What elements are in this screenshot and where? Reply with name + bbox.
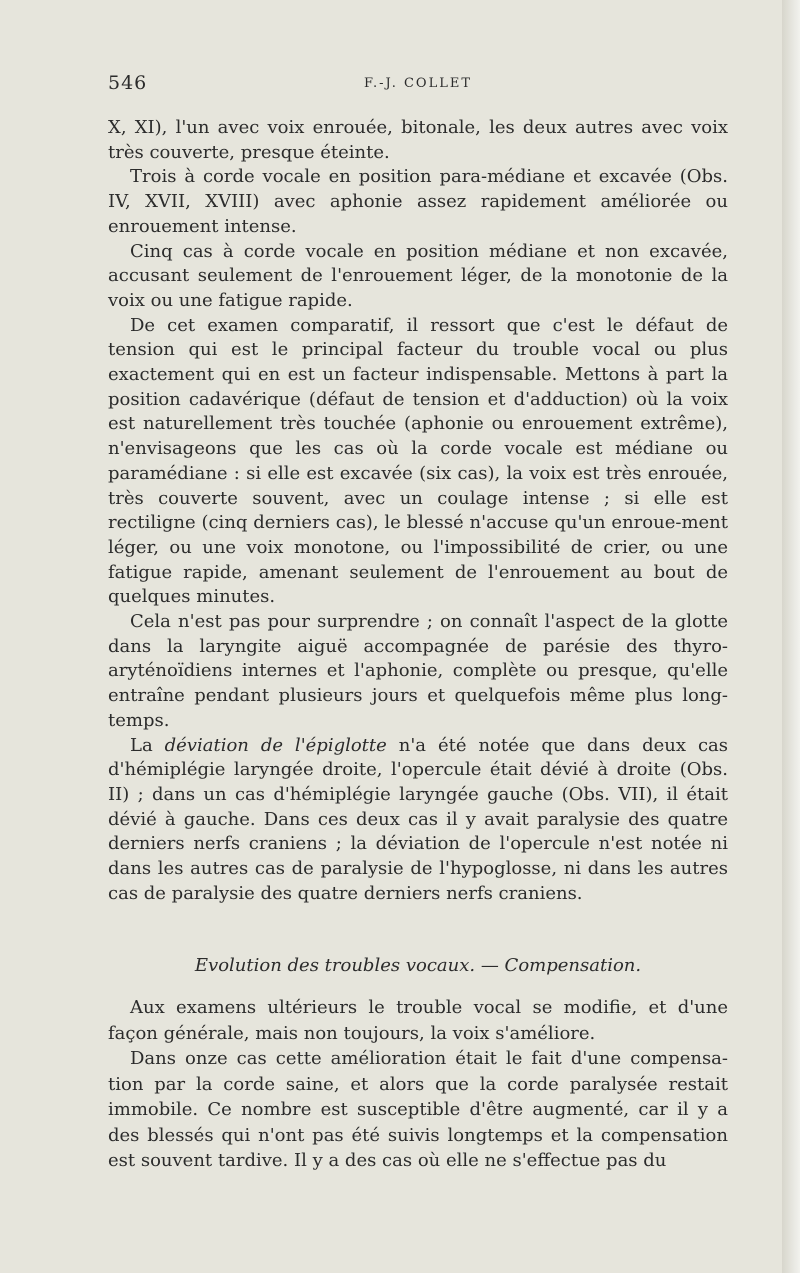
paragraph: Trois à corde vocale en position para-médiane et excavée (Obs. IV, XVII, XVIII) avec aphonie assez rapidement améliorée ou enrouement intense. — [108, 166, 728, 237]
italic-term: déviation de l'épiglotte — [164, 734, 387, 756]
paragraph: De cet examen comparatif, il ressort que c'est le défaut de tension qui est le principal facteur du trouble vocal ou plus exactement qui en est un facteur indispensable. Mettons à part la position cadavérique (défaut de tension et d'adduction) où la voix est naturellement très touchée (aphonie ou enrouement extrême), n'envisageons que les cas où la corde vocale est médiane ou paramédiane : si elle est excavée (six cas), la voix est très enrouée, très couverte souvent, avec un coulage intense ; si elle est rectiligne (cinq derniers cas), le blessé n'accuse qu'un enroue-ment léger, ou une voix monotone, ou l'impossibilité de crier, ou une fatigue rapide, amenant seulement de l'enrouement au bout de quelques minutes. — [108, 314, 728, 608]
paragraph-lead: La — [130, 734, 165, 756]
body-text-continued — [108, 995, 728, 1174]
paragraph: Aux examens ultérieurs le trouble vocal se modifie, et d'une façon générale, mais non toujours, la voix s'améliore. — [108, 997, 728, 1044]
paragraph: X, XI), l'un avec voix enrouée, bitonale, les deux autres avec voix très couverte, presque éteinte. — [108, 117, 728, 163]
paragraph: Cinq cas à corde vocale en position médiane et non excavée, accusant seulement de l'enrouement léger, de la monotonie de la voix ou une fatigue rapide. — [108, 240, 728, 311]
page-edge — [782, 0, 800, 1273]
page-header — [108, 72, 728, 102]
paragraph: Dans onze cas cette amélioration était le fait d'une compensa-tion par la corde saine, et alors que la corde paralysée restait immobile. Ce nombre est susceptible d'être augmenté, car il y a des blessés qui n'ont pas été suivis longtemps et la compensation est souvent tardive. Il y a des cas où elle ne s'effectue pas du — [108, 1048, 728, 1171]
page-number: 546 — [108, 72, 148, 94]
running-head: F.-J. COLLET — [363, 76, 473, 91]
paragraph-rest: n'a été notée que dans deux cas d'hémiplégie laryngée droite, l'opercule était dévié à droite (Obs. II) ; dans un cas d'hémiplégie laryngée gauche (Obs. VII), il était dévié à gauche. Dans ces deux cas il y avait paralysie des quatre derniers nerfs craniens ; la déviation de l'opercule n'est notée ni dans les autres cas de paralysie de l'hypoglosse, ni dans les autres cas de paralysie des quatre derniers nerfs craniens. — [108, 734, 728, 904]
paragraph: Cela n'est pas pour surprendre ; on connaît l'aspect de la glotte dans la laryngite aiguë accompagnée de parésie des thyro-aryténoïdiens internes et l'aphonie, complète ou presque, qu'elle entraîne pendant plusieurs jours et quelquefois même plus long-temps. — [108, 611, 728, 731]
epiglotte-paragraph — [108, 734, 728, 907]
section-title: Evolution des troubles vocaux. — Compensation. — [194, 955, 642, 976]
body-text — [108, 116, 728, 907]
